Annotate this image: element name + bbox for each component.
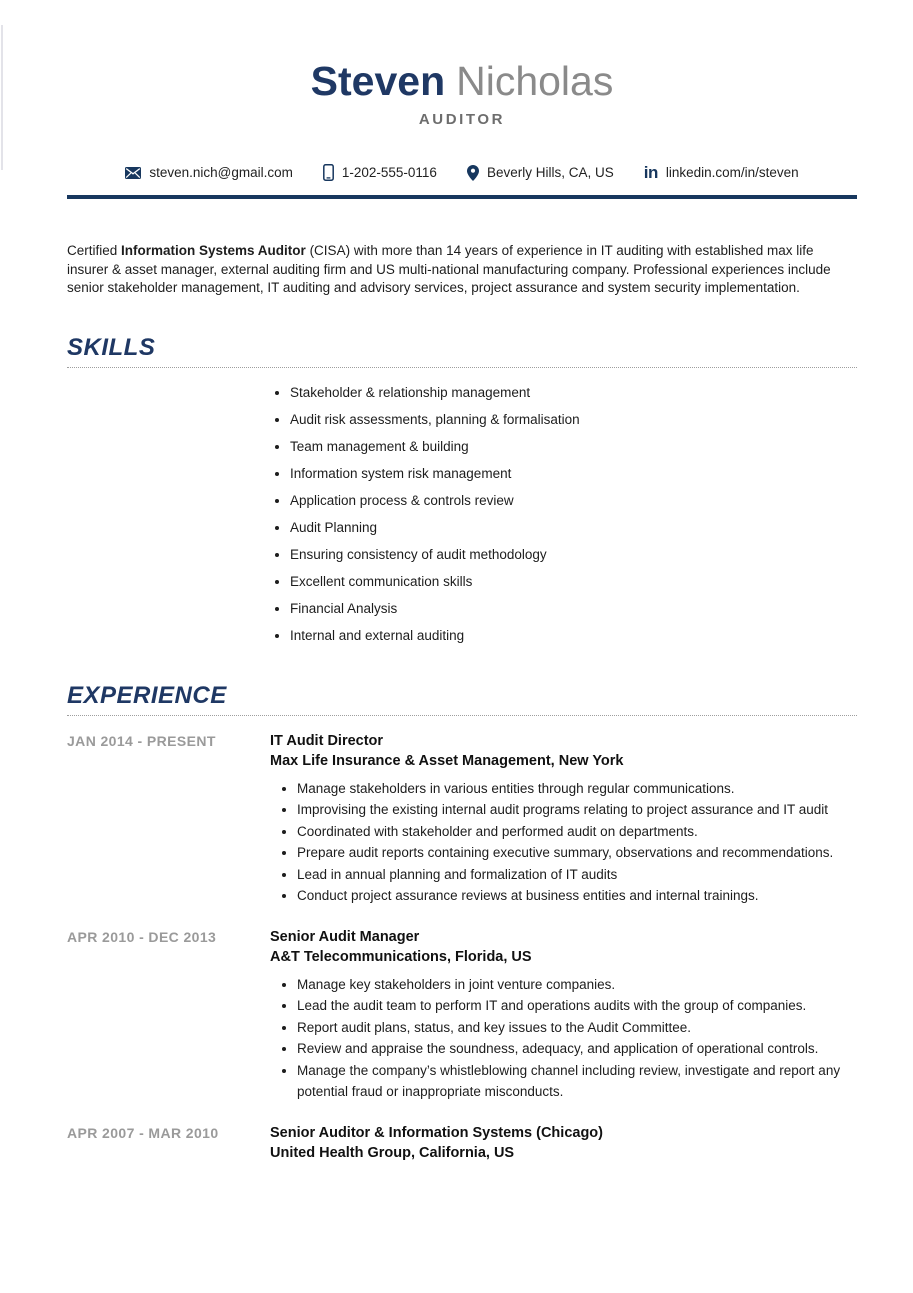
experience-section: [67, 682, 857, 1170]
contact-row: [67, 164, 857, 181]
mobile-phone-icon: [323, 164, 334, 181]
page-edge-artifact: [1, 25, 3, 170]
person-name: [67, 0, 857, 106]
skill-item: • Internal and external auditing: [290, 627, 857, 644]
contact-phone: [323, 164, 437, 181]
location-text: Beverly Hills, CA, US: [486, 165, 614, 180]
job-bullet: • Lead the audit team to perform IT and operations audits with the group of companies.: [297, 995, 857, 1017]
job-bullet: • Manage stakeholders in various entities through regular communications.: [297, 778, 857, 800]
skill-item: • Ensuring consistency of audit methodology: [290, 546, 857, 563]
contact-location: [467, 165, 614, 181]
skills-section: [67, 334, 857, 644]
job-company: A&T Telecommunications, Florida, US: [270, 949, 532, 965]
job-company: Max Life Insurance & Asset Management, New York: [270, 753, 624, 769]
job-company: United Health Group, California, US: [270, 1145, 515, 1161]
summary-paragraph: [67, 242, 857, 298]
linkedin-text: linkedin.com/in/steven: [665, 165, 799, 180]
job-date: JAN 2014 - PRESENT: [67, 732, 216, 749]
job-bullet-list: [270, 778, 857, 907]
phone-text: 1-202-555-0116: [341, 165, 437, 180]
job-title: Senior Auditor & Information Systems (Chicago): [270, 1124, 603, 1141]
skill-item: • Information system risk management: [290, 465, 857, 482]
contact-email: [125, 165, 293, 180]
resume-header: [67, 0, 857, 128]
first-name: Steven: [310, 58, 446, 104]
job-bullet: • Conduct project assurance reviews at business entities and internal trainings.: [297, 885, 857, 907]
job-details: [270, 1123, 857, 1170]
job-date: APR 2007 - MAR 2010: [67, 1124, 219, 1141]
job-bullet: • Review and appraise the soundness, adequacy, and application of operational controls.: [297, 1038, 857, 1060]
skills-section-head: [67, 334, 857, 368]
job-details: [270, 731, 857, 907]
skill-item: • Financial Analysis: [290, 600, 857, 617]
email-text: steven.nich@gmail.com: [149, 165, 293, 180]
summary-rest: (CISA) with more than 14 years of experience in IT auditing with established max life insurer & asset manager, external auditing firm and US multi-national manufacturing company. Professional experiences include senior stakeholder management, IT auditing and advisory services, project assurance and system security implementation.: [67, 243, 831, 295]
skill-item: • Audit Planning: [290, 519, 857, 536]
skill-item: • Application process & controls review: [290, 492, 857, 509]
job-bullet: • Coordinated with stakeholder and performed audit on departments.: [297, 821, 857, 843]
experience-entry: [67, 1123, 857, 1170]
job-bullet: • Lead in annual planning and formalization of IT audits: [297, 864, 857, 886]
mail-icon: [125, 167, 141, 179]
job-title: IT Audit Director: [270, 732, 384, 749]
job-bullet: • Improvising the existing internal audit programs relating to project assurance and IT audit: [297, 799, 857, 821]
skill-item: • Stakeholder & relationship management: [290, 384, 857, 401]
summary-bold: Information Systems Auditor: [121, 243, 306, 258]
job-bullet: • Report audit plans, status, and key issues to the Audit Committee.: [297, 1017, 857, 1039]
role-title: AUDITOR: [418, 111, 506, 128]
experience-entries: [67, 731, 857, 1170]
skill-item: • Audit risk assessments, planning & formalisation: [290, 411, 857, 428]
skills-section-title: SKILLS: [67, 333, 156, 361]
contact-linkedin: [643, 162, 799, 182]
job-bullet: • Manage the company’s whistleblowing channel including review, investigate and report any potential fraud or inappropriate misconducts.: [297, 1060, 857, 1103]
experience-entry: [67, 927, 857, 1103]
experience-section-head: [67, 682, 857, 716]
job-bullet: • Manage key stakeholders in joint venture companies.: [297, 974, 857, 996]
job-bullet: • Prepare audit reports containing executive summary, observations and recommendations.: [297, 842, 857, 864]
job-title: Senior Audit Manager: [270, 928, 420, 945]
linkedin-icon: in: [643, 162, 658, 182]
job-date: APR 2010 - DEC 2013: [67, 928, 217, 945]
experience-section-title: EXPERIENCE: [67, 681, 227, 709]
header-divider: [67, 195, 857, 199]
skill-item: • Team management & building: [290, 438, 857, 455]
summary-lead: Certified: [67, 243, 122, 258]
location-pin-icon: [467, 165, 479, 181]
skills-list: [270, 384, 857, 644]
job-bullet-list: [270, 974, 857, 1103]
experience-entry: [67, 731, 857, 907]
last-name: Nicholas: [456, 58, 614, 104]
job-details: [270, 927, 857, 1103]
skill-item: • Excellent communication skills: [290, 573, 857, 590]
